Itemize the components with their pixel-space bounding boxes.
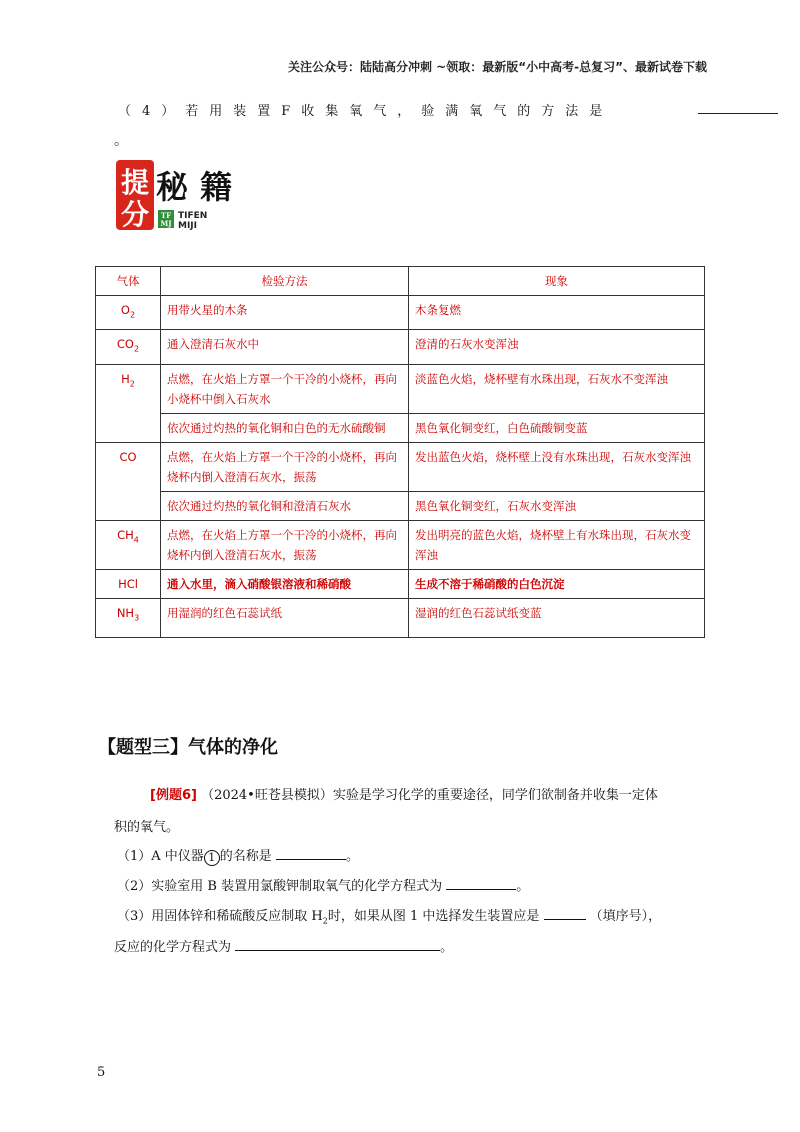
gas-cell: $NH_3$	[96, 598, 161, 637]
question-2: （2）实验室用 B 装置用氯酸钾制取氧气的化学方程式为 。	[117, 876, 529, 897]
logo-badge-bottom: MJ	[160, 219, 172, 228]
result-cell: 黑色氧化铜变红，白色硫酸铜变蓝	[409, 413, 705, 442]
header-result: 现象	[409, 267, 705, 296]
table-row	[96, 296, 705, 330]
table-row	[96, 569, 705, 598]
result-cell: 木条复燃	[409, 296, 705, 330]
table-row	[96, 330, 705, 364]
table-row	[96, 520, 705, 569]
question-4	[118, 100, 708, 119]
result-cell: 澄清的石灰水变浑浊	[409, 330, 705, 364]
section-title: 【题型三】气体的净化	[98, 737, 278, 758]
question-3: （3）用固体锌和稀硫酸反应制取 $H_2$时，如果从图 1 中选择发生装置应是 （填序号），	[117, 906, 661, 932]
logo-char-1: 提	[120, 166, 150, 199]
logo-char-3: 秘	[155, 168, 189, 206]
gas-cell: $O_2$	[96, 296, 161, 330]
gas-cell: $CH_4$	[96, 520, 161, 569]
answer-blank	[698, 113, 778, 114]
page-number: 5	[97, 1065, 106, 1080]
method-cell: 通入水里，滴入硝酸银溶液和稀硝酸	[161, 569, 409, 598]
answer-blank	[235, 937, 440, 951]
gas-cell: HCl	[96, 569, 161, 598]
logo-text-miji: MIJI	[178, 221, 198, 231]
gas-test-table	[95, 266, 705, 638]
question-3-continued: 反应的化学方程式为 。	[114, 937, 453, 958]
gas-cell: $CO_2$	[96, 330, 161, 364]
method-cell: 点燃，在火焰上方罩一个干冷的小烧杯，再向烧杯内倒入澄清石灰水，振荡	[161, 442, 409, 491]
table-row	[96, 491, 705, 520]
page-header: 关注公众号：陆陆高分冲刺 ~领取：最新版“小中高考-总复习”、最新试卷下载	[288, 60, 707, 74]
question-1: （1）A 中仪器 1 的名称是 。	[117, 846, 359, 867]
result-cell: 发出蓝色火焰，烧杯壁上没有水珠出现，石灰水变浑浊	[409, 442, 705, 491]
answer-blank	[276, 846, 346, 860]
method-cell: 用湿润的红色石蕊试纸	[161, 598, 409, 637]
answer-blank	[446, 876, 516, 890]
method-cell: 点燃，在火焰上方罩一个干冷的小烧杯，再向小烧杯中倒入石灰水	[161, 364, 409, 413]
gas-cell: $H_2$	[96, 364, 161, 442]
table-row	[96, 598, 705, 637]
header-gas: 气体	[96, 267, 161, 296]
question-4-end: 。	[114, 133, 128, 149]
gas-cell: CO	[96, 442, 161, 520]
table-row	[96, 413, 705, 442]
logo-char-4: 籍	[199, 168, 233, 206]
result-cell: 湿润的红色石蕊试纸变蓝	[409, 598, 705, 637]
table-row	[96, 364, 705, 413]
table-row	[96, 442, 705, 491]
method-cell: 依次通过灼热的氧化铜和澄清石灰水	[161, 491, 409, 520]
answer-blank	[544, 906, 586, 920]
method-cell: 通入澄清石灰水中	[161, 330, 409, 364]
circled-number: 1	[204, 850, 220, 866]
logo-text-tifen: TIFEN	[178, 211, 208, 221]
logo-char-2: 分	[120, 198, 150, 231]
example-line-1	[150, 786, 658, 806]
method-cell: 依次通过灼热的氧化铜和白色的无水硫酸铜	[161, 413, 409, 442]
result-cell: 发出明亮的蓝色火焰，烧杯壁上有水珠出现，石灰水变浑浊	[409, 520, 705, 569]
table-header-row	[96, 267, 705, 296]
question-4-text: （4）若用装置F收集氧气，验满氧气的方法是	[118, 104, 614, 119]
example-tag: [例题6]	[150, 788, 197, 803]
header-method: 检验方法	[161, 267, 409, 296]
result-cell: 淡蓝色火焰，烧杯壁有水珠出现，石灰水不变浑浊	[409, 364, 705, 413]
result-cell: 黑色氧化铜变红，石灰水变浑浊	[409, 491, 705, 520]
example-intro: （2024•旺苍县模拟）实验是学习化学的重要途径，同学们欲制备并收集一定体	[201, 788, 658, 803]
method-cell: 用带火星的木条	[161, 296, 409, 330]
result-cell: 生成不溶于稀硝酸的白色沉淀	[409, 569, 705, 598]
logo-badge-top: TF	[160, 211, 172, 220]
method-cell: 点燃，在火焰上方罩一个干冷的小烧杯，再向烧杯内倒入澄清石灰水，振荡	[161, 520, 409, 569]
tifen-miji-logo	[116, 158, 246, 236]
example-line-2: 积的氧气。	[114, 820, 180, 835]
